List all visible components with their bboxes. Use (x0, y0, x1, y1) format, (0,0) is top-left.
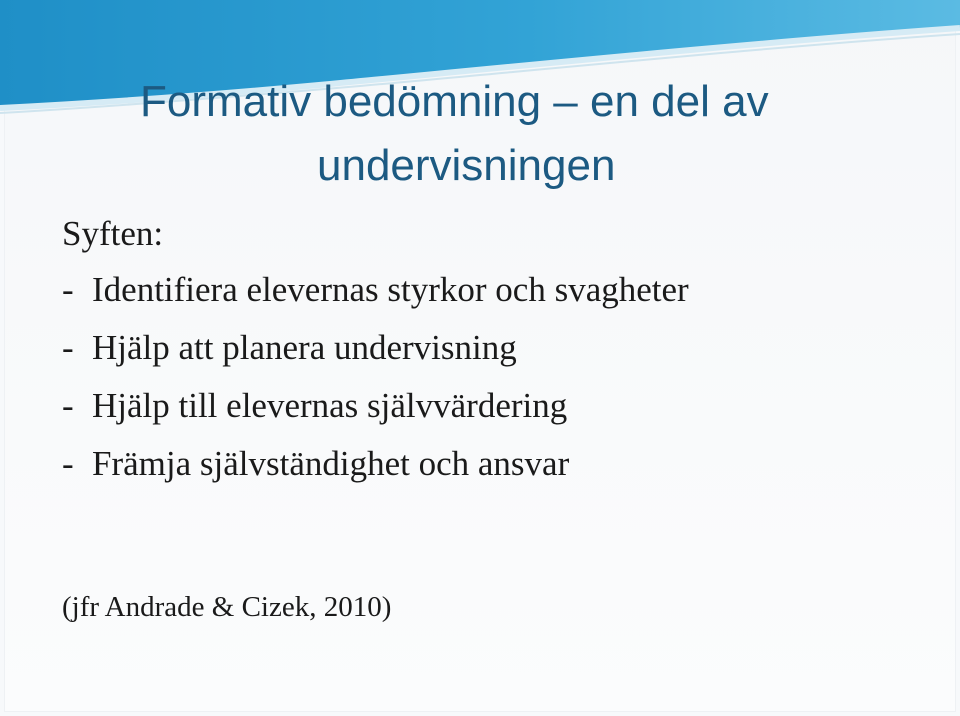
bullet-dash: - (62, 386, 74, 425)
bullet-dash: - (62, 270, 74, 309)
reference-citation: (jfr Andrade & Cizek, 2010) (62, 591, 392, 623)
section-heading: Syften: (62, 214, 164, 253)
slide-title-line-1: Formativ bedömning – en del av (140, 77, 769, 126)
list-item (62, 330, 689, 388)
list-item-text: Identifiera elevernas styrkor och svagheter (92, 270, 689, 309)
list-item-text: Hjälp att planera undervisning (92, 328, 517, 367)
bullet-dash: - (62, 444, 74, 483)
list-item-text: Främja självständighet och ansvar (92, 444, 570, 483)
list-item-text: Hjälp till elevernas självvärdering (92, 386, 568, 425)
list-item (62, 272, 689, 330)
list-item (62, 446, 689, 504)
slide-title-line-2: undervisningen (317, 141, 616, 190)
list-item (62, 388, 689, 446)
bullet-dash: - (62, 328, 74, 367)
purpose-list (62, 272, 689, 504)
